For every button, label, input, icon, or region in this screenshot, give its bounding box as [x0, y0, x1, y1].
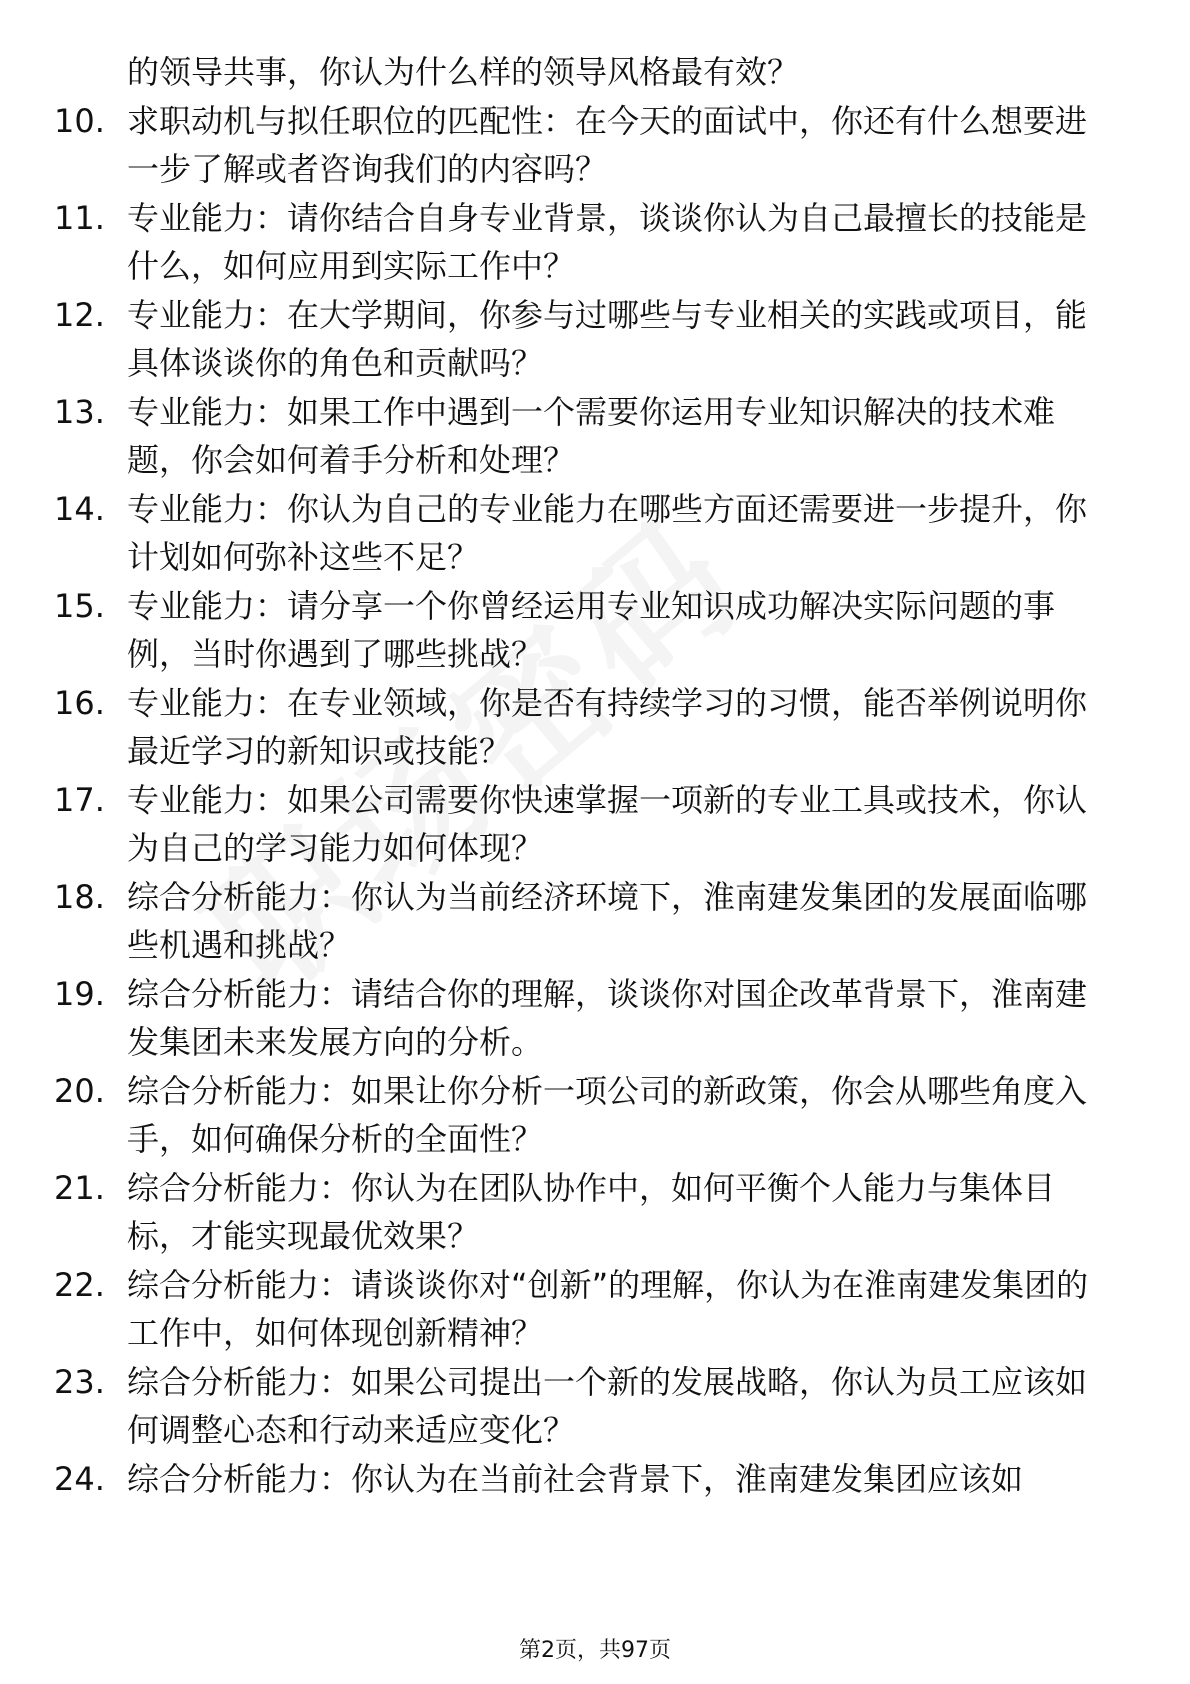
item-number: 20. — [54, 1072, 105, 1110]
item-number: 17. — [54, 781, 105, 819]
item-number: 11. — [54, 199, 105, 237]
item-text: 专业能力：请你结合自身专业背景，谈谈你认为自己最擅长的技能是什么，如何应用到实际工作中？ — [127, 199, 1088, 285]
item-text: 综合分析能力：如果让你分析一项公司的新政策，你会从哪些角度入手，如何确保分析的全面性？ — [127, 1072, 1088, 1158]
item-number: 16. — [54, 684, 105, 722]
item-text: 专业能力：你认为自己的专业能力在哪些方面还需要进一步提升，你计划如何弥补这些不足？ — [127, 490, 1088, 576]
page-number-footer: 第2页，共97页 — [519, 1638, 671, 1663]
item-number: 15. — [54, 587, 105, 625]
continued-question-text: 的领导共事，你认为什么样的领导风格最有效？ — [127, 53, 800, 91]
item-number: 24. — [54, 1460, 105, 1498]
item-text: 综合分析能力：你认为在团队协作中，如何平衡个人能力与集体目标，才能实现最优效果？ — [127, 1169, 1056, 1255]
item-text: 综合分析能力：你认为在当前社会背景下，淮南建发集团应该如 — [127, 1460, 1024, 1498]
item-text: 综合分析能力：请谈谈你对“创新”的理解，你认为在淮南建发集团的工作中，如何体现创新精神？ — [127, 1266, 1089, 1352]
item-number: 22. — [54, 1266, 105, 1304]
item-number: 19. — [54, 975, 105, 1013]
item-text: 综合分析能力：请结合你的理解，谈谈你对国企改革背景下，淮南建发集团未来发展方向的分析。 — [127, 975, 1088, 1061]
item-text: 求职动机与拟任职位的匹配性：在今天的面试中，你还有什么想要进一步了解或者咨询我们的内容吗？ — [127, 102, 1088, 188]
item-number: 18. — [54, 878, 105, 916]
item-text: 专业能力：如果工作中遇到一个需要你运用专业知识解决的技术难题，你会如何着手分析和处理？ — [127, 393, 1056, 479]
item-number: 13. — [54, 393, 105, 431]
item-number: 12. — [54, 296, 105, 334]
item-number: 21. — [54, 1169, 105, 1207]
item-text: 专业能力：请分享一个你曾经运用专业知识成功解决实际问题的事例，当时你遇到了哪些挑战？ — [127, 587, 1056, 673]
item-text: 综合分析能力：如果公司提出一个新的发展战略，你认为员工应该如何调整心态和行动来适应变化？ — [127, 1363, 1088, 1449]
item-text: 专业能力：在专业领域，你是否有持续学习的习惯，能否举例说明你最近学习的新知识或技能？ — [127, 684, 1088, 770]
item-text: 专业能力：如果公司需要你快速掌握一项新的专业工具或技术，你认为自己的学习能力如何体现？ — [127, 781, 1088, 867]
item-number: 14. — [54, 490, 105, 528]
item-text: 综合分析能力：你认为当前经济环境下，淮南建发集团的发展面临哪些机遇和挑战？ — [127, 878, 1088, 964]
item-number: 23. — [54, 1363, 105, 1401]
item-text: 专业能力：在大学期间，你参与过哪些与专业相关的实践或项目，能具体谈谈你的角色和贡献吗？ — [127, 296, 1088, 382]
item-number: 10. — [54, 102, 105, 140]
